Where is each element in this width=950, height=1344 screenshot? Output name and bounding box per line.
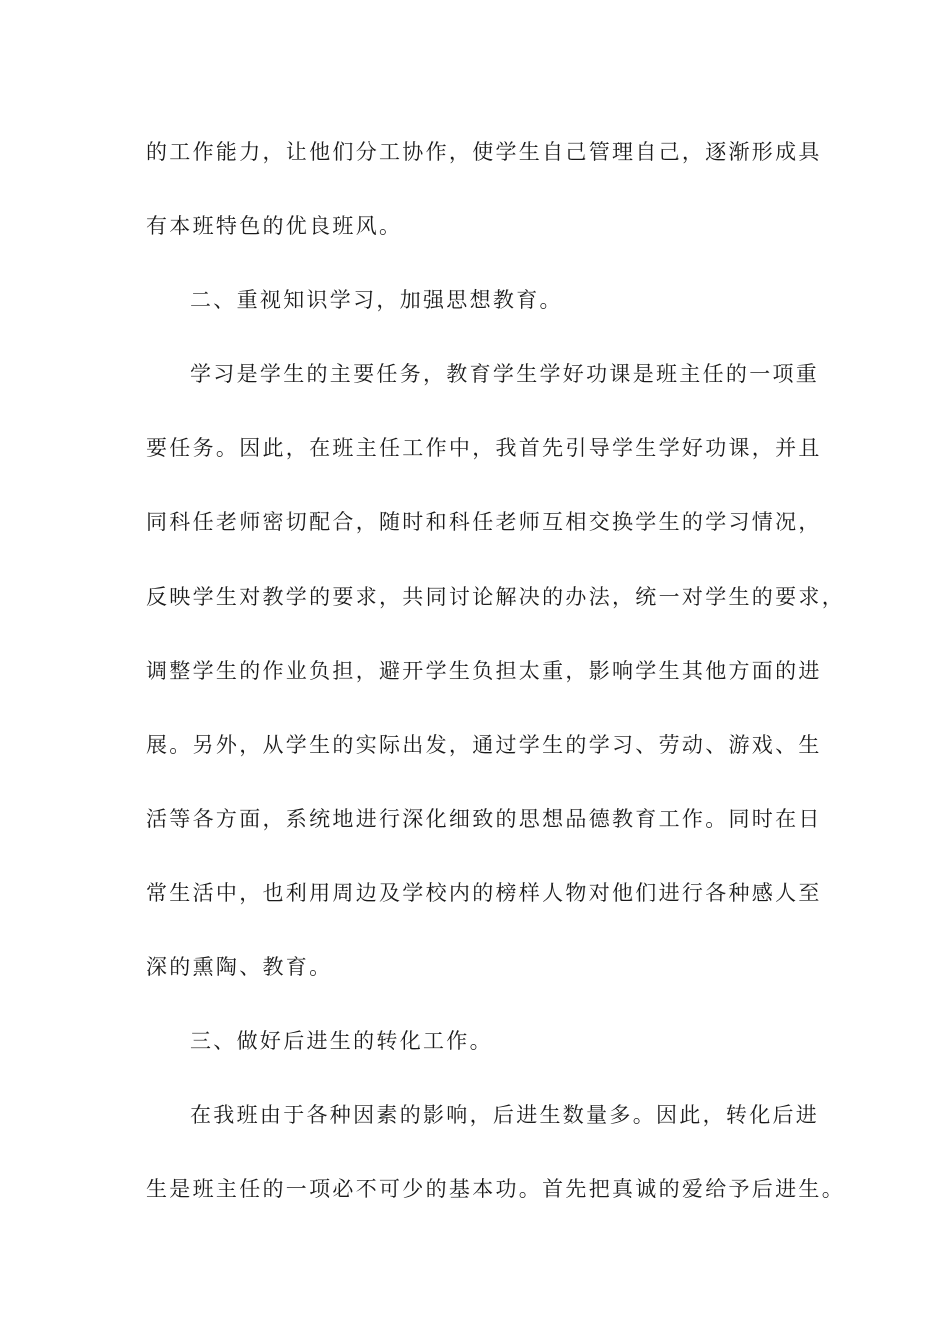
text-line: 常生活中，也利用周边及学校内的榜样人物对他们进行各种感人至 bbox=[146, 880, 822, 905]
text-line: 的工作能力，让他们分工协作，使学生自己管理自己，逐渐形成具 bbox=[146, 140, 822, 164]
text-line: 调整学生的作业负担，避开学生负担太重，影响学生其他方面的进 bbox=[146, 658, 822, 683]
document-body bbox=[146, 120, 845, 1231]
text-line: 反映学生对教学的要求，共同讨论解决的办法，统一对学生的要求， bbox=[146, 584, 845, 609]
section-heading: 二、重视知识学习，加强思想教育。 bbox=[190, 288, 563, 313]
text-line: 有本班特色的优良班风。 bbox=[146, 214, 403, 239]
text-line: 深的熏陶、教育。 bbox=[146, 955, 333, 980]
text-line: 生是班主任的一项必不可少的基本功。首先把真诚的爱给予后进生。 bbox=[146, 1177, 845, 1202]
section-heading: 三、做好后进生的转化工作。 bbox=[190, 1029, 493, 1054]
text-line: 同科任老师密切配合，随时和科任老师互相交换学生的学习情况， bbox=[146, 510, 822, 535]
paragraph-start: 学习是学生的主要任务，教育学生学好功课是班主任的一项重 bbox=[190, 362, 820, 387]
paragraph-start: 在我班由于各种因素的影响，后进生数量多。因此，转化后进 bbox=[190, 1103, 820, 1128]
text-line: 展。另外，从学生的实际出发，通过学生的学习、劳动、游戏、生 bbox=[146, 732, 822, 757]
text-line: 活等各方面，系统地进行深化细致的思想品德教育工作。同时在日 bbox=[146, 806, 822, 831]
text-line: 要任务。因此，在班主任工作中，我首先引导学生学好功课，并且 bbox=[146, 436, 822, 461]
